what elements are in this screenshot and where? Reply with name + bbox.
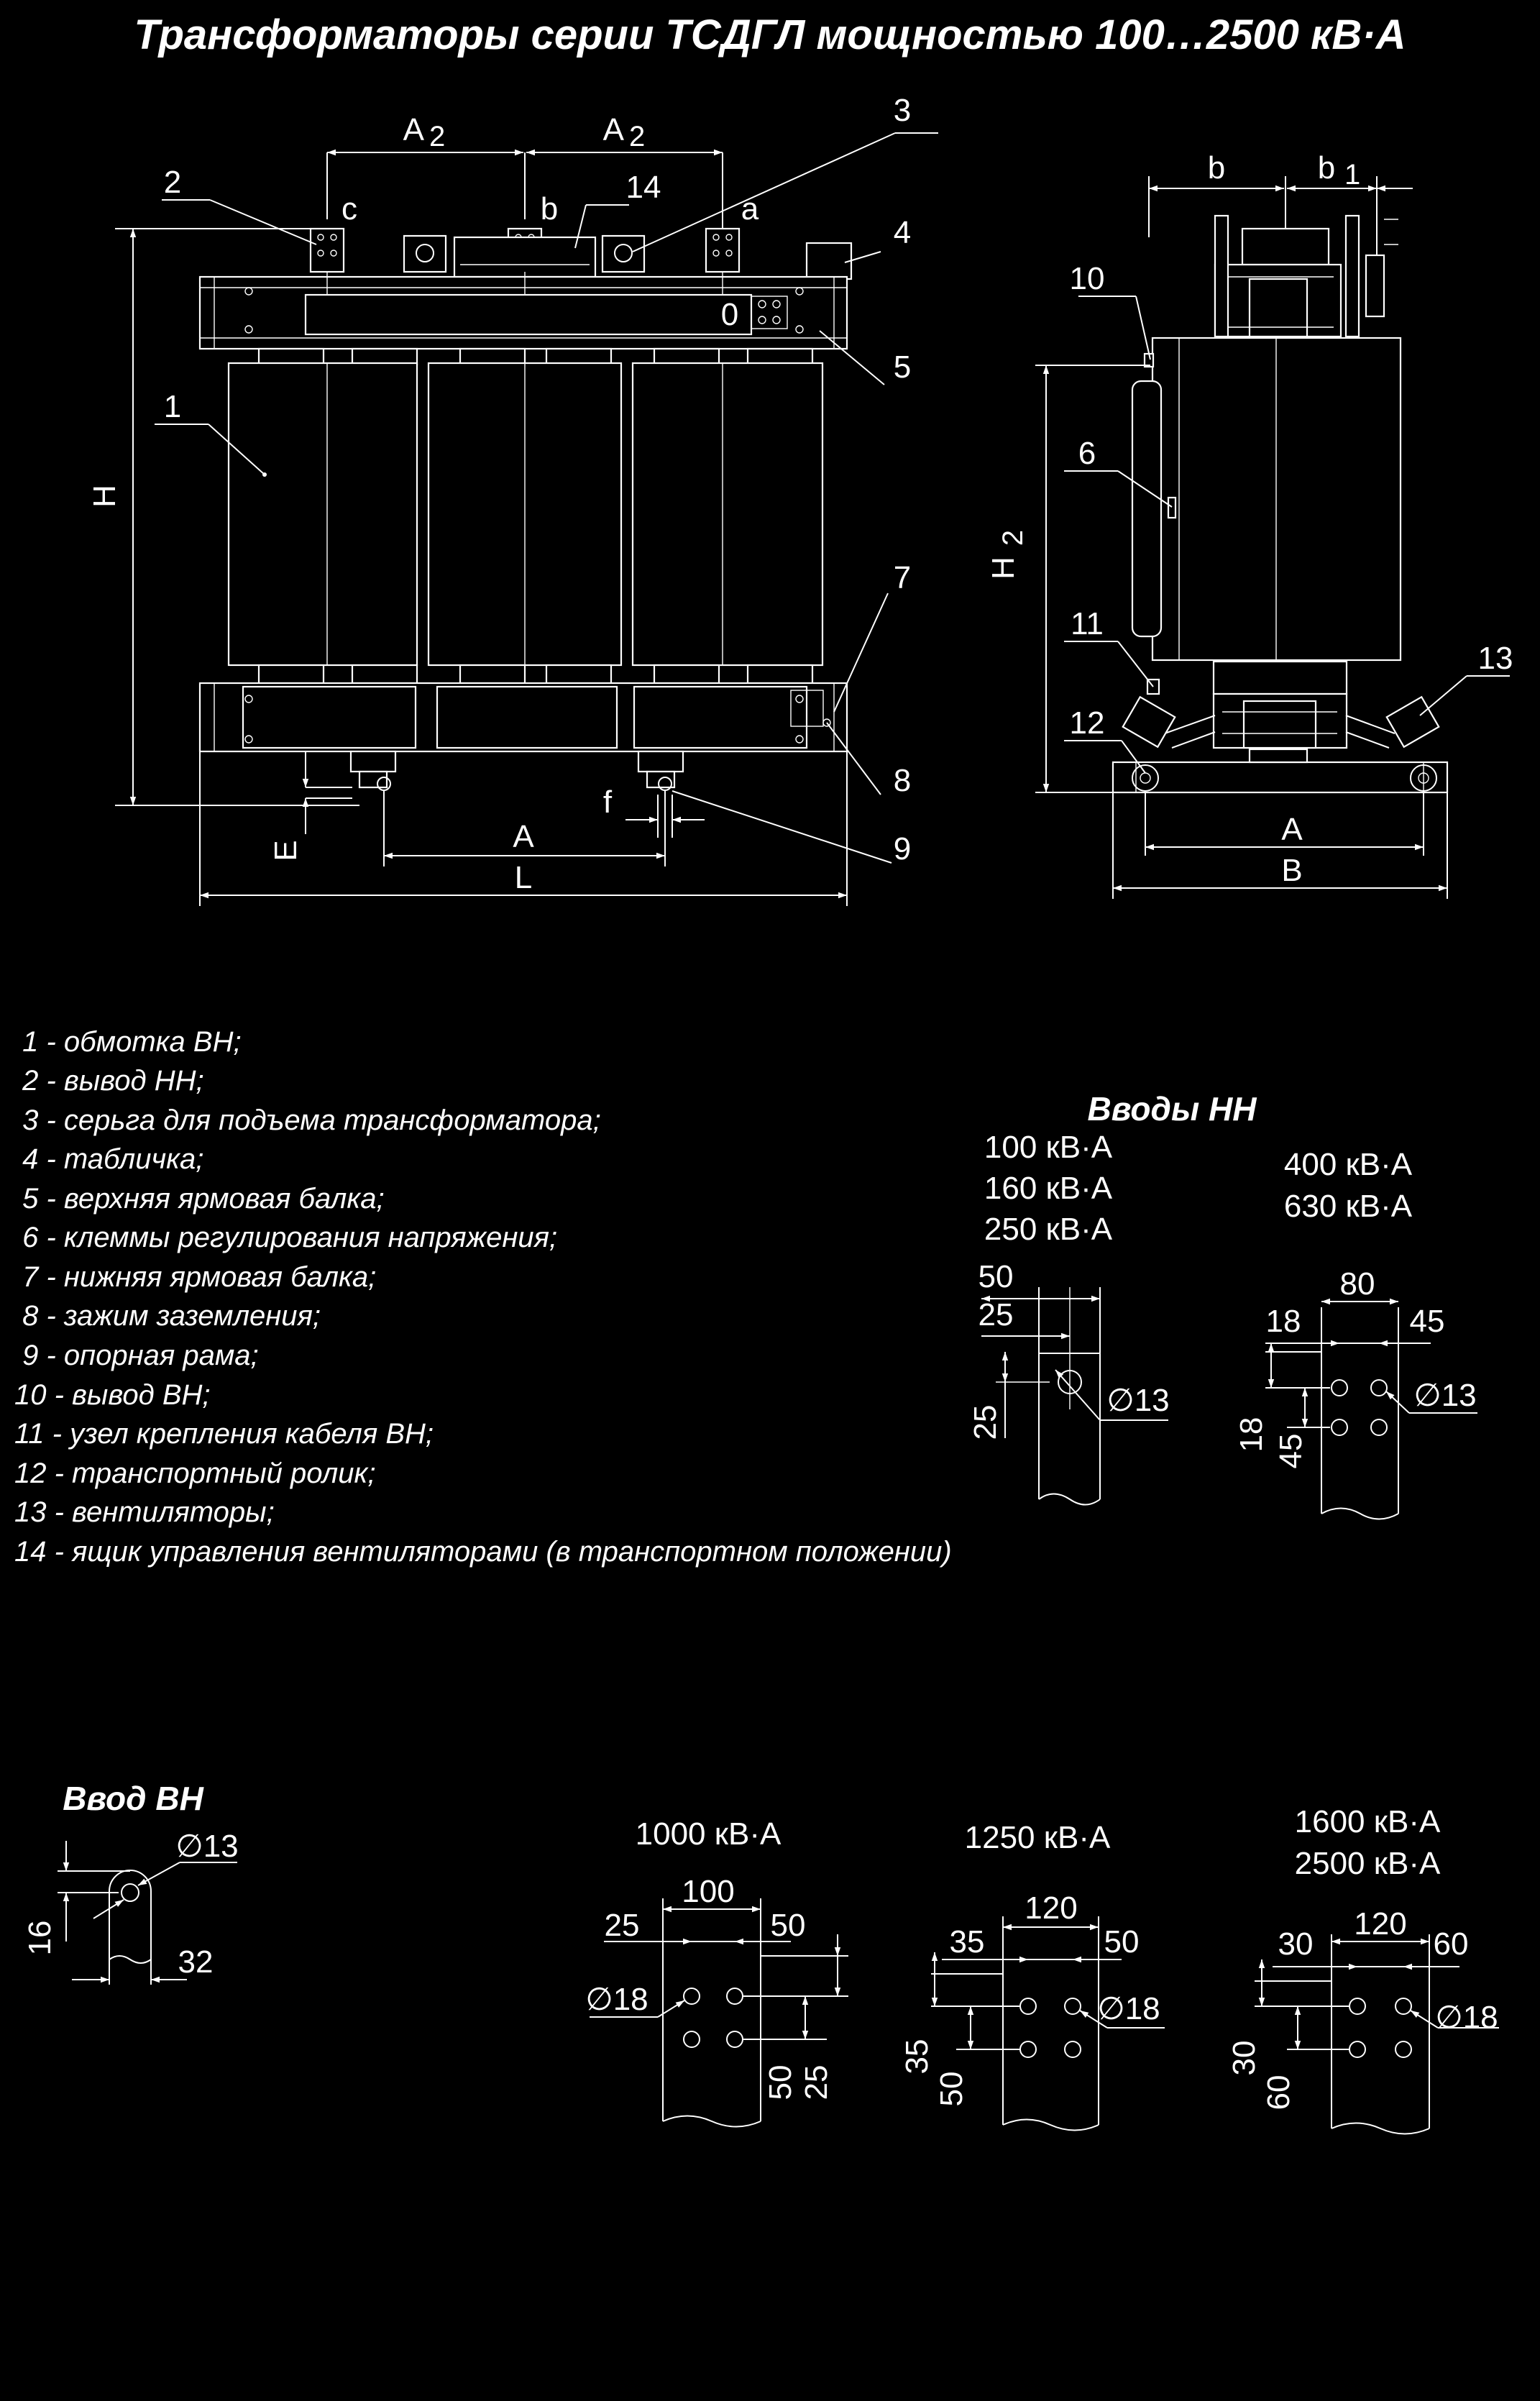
legend-item: 2 - вывод НН; <box>14 1065 204 1097</box>
dim-vpitch: 60 <box>1261 2075 1296 2110</box>
rating-label: 400 кВ·А <box>1283 1147 1413 1182</box>
dim-hole: ∅18 <box>1097 1991 1160 2026</box>
callout-7: 7 <box>893 560 912 595</box>
dim-a2-right-sub: 2 <box>629 121 646 152</box>
legend-item: 11 - узел крепления кабеля ВН; <box>14 1418 434 1450</box>
dim-vedge: 18 <box>1234 1417 1269 1453</box>
legend-item: 13 - вентиляторы; <box>14 1496 275 1528</box>
dim-width: 100 <box>682 1874 735 1909</box>
dim-h2-sub: 2 <box>997 529 1029 546</box>
legend-item: 7 - нижняя ярмовая балка; <box>14 1261 377 1293</box>
legend-item: 8 - зажим заземления; <box>14 1300 321 1332</box>
rating-label: 2500 кВ·А <box>1294 1846 1441 1881</box>
hv-input-heading: Ввод ВН <box>63 1780 203 1817</box>
dim-vpitch: 50 <box>763 2064 798 2100</box>
dim-b-label: b <box>1207 150 1226 186</box>
dim-a2-left-sub: 2 <box>429 121 446 152</box>
legend-item: 5 - верхняя ярмовая балка; <box>14 1183 385 1215</box>
dim-height: 25 <box>968 1404 1003 1440</box>
callout-2: 2 <box>163 165 182 200</box>
dim-width: 50 <box>978 1259 1014 1294</box>
callout-3: 3 <box>893 93 912 128</box>
dim-width: 80 <box>1339 1266 1375 1302</box>
dim-pitch: 50 <box>1104 1924 1140 1959</box>
dim-vedge: 30 <box>1227 2040 1262 2076</box>
dim-pitch: 60 <box>1433 1926 1469 1962</box>
rating-label: 1000 кВ·А <box>635 1816 782 1852</box>
callout-4: 4 <box>893 215 912 250</box>
callout-10: 10 <box>1069 261 1105 296</box>
legend-item: 6 - клеммы регулирования напряжения; <box>14 1222 558 1253</box>
callout-6: 6 <box>1078 436 1096 471</box>
dim-edge: 30 <box>1278 1926 1314 1962</box>
front-view-drawing <box>115 133 938 906</box>
dim-pitch: 45 <box>1409 1304 1445 1339</box>
legend-item: 14 - ящик управления вентиляторами (в транспортном положении) <box>14 1536 952 1568</box>
dim-pitch: 50 <box>770 1908 806 1943</box>
dim-hole: ∅13 <box>175 1829 239 1864</box>
callout-14: 14 <box>625 170 661 205</box>
dim-edge: 25 <box>978 1297 1014 1332</box>
legend-item: 4 - табличка; <box>14 1143 204 1175</box>
legend-item: 9 - опорная рама; <box>14 1340 259 1371</box>
rating-label: 630 кВ·А <box>1283 1189 1413 1224</box>
rating-label: 250 кВ·А <box>984 1212 1113 1247</box>
page-title: Трансформаторы серии ТСДГЛ мощностью 100…2500 кВ·А <box>134 12 1406 58</box>
bar-1000 <box>585 1816 848 2127</box>
callout-11: 11 <box>1071 606 1104 641</box>
dim-side-a-label: A <box>1281 812 1303 847</box>
callout-13: 13 <box>1477 641 1513 676</box>
dim-a-label: A <box>513 819 534 854</box>
legend-item: 3 - серьга для подъема трансформатора; <box>14 1105 601 1136</box>
dim-vpitch: 50 <box>934 2071 969 2107</box>
bar-1600-2500 <box>1227 1804 1499 2134</box>
callout-1: 1 <box>163 389 182 424</box>
rating-label: 100 кВ·А <box>984 1130 1113 1165</box>
dim-edge: 25 <box>604 1908 640 1943</box>
dim-hole: ∅13 <box>1413 1378 1477 1413</box>
dim-edge: 18 <box>1265 1304 1301 1339</box>
dim-b1-label: b <box>1317 150 1336 186</box>
rating-label: 160 кВ·А <box>984 1171 1113 1206</box>
dim-h-label: H <box>87 485 122 508</box>
rating-label: 1600 кВ·А <box>1294 1804 1441 1839</box>
dim-a2-right: A <box>602 112 624 147</box>
dim-vedge: 25 <box>799 2064 834 2100</box>
lv-group-1 <box>968 1130 1170 1505</box>
callout-8: 8 <box>893 763 912 798</box>
legend-item: 1 - обмотка ВН; <box>14 1026 242 1058</box>
dim-b1-sub: 1 <box>1344 159 1361 191</box>
lv-group-2 <box>1234 1147 1477 1519</box>
side-view-drawing <box>1035 176 1510 899</box>
phase-a-label: a <box>741 191 759 227</box>
dim-side-b-label: B <box>1281 853 1303 888</box>
dim-f-label: f <box>602 785 613 820</box>
legend-item: 10 - вывод ВН; <box>14 1379 211 1411</box>
dim-vedge: 35 <box>899 2039 935 2075</box>
phase-b-label: b <box>540 191 559 227</box>
callout-12: 12 <box>1069 705 1105 741</box>
dim-l-label: L <box>514 860 533 895</box>
callout-5: 5 <box>893 349 912 385</box>
dim-edge: 35 <box>949 1924 985 1959</box>
dim-width: 120 <box>1025 1890 1078 1926</box>
neutral-label: 0 <box>720 297 739 332</box>
callout-9: 9 <box>893 831 912 866</box>
hv-input-drawing <box>22 1829 239 1985</box>
dim-hole: ∅13 <box>1106 1383 1170 1418</box>
lv-inputs-heading: Вводы НН <box>1087 1090 1257 1128</box>
dim-width: 120 <box>1354 1906 1407 1942</box>
dim-a2-left: A <box>403 112 424 147</box>
phase-c-label: c <box>342 191 357 227</box>
dim-width: 32 <box>178 1944 214 1980</box>
dim-h2-label: H <box>986 557 1021 580</box>
bar-1250 <box>899 1820 1165 2131</box>
legend-list <box>14 1026 952 1568</box>
legend-item: 12 - транспортный ролик; <box>14 1458 376 1489</box>
rating-label: 1250 кВ·А <box>964 1820 1111 1855</box>
dim-hole: ∅18 <box>1435 2000 1498 2035</box>
dim-height: 16 <box>22 1920 58 1956</box>
dim-hole: ∅18 <box>585 1982 648 2017</box>
dim-vpitch: 45 <box>1273 1433 1308 1469</box>
dim-e-label: E <box>268 840 303 861</box>
